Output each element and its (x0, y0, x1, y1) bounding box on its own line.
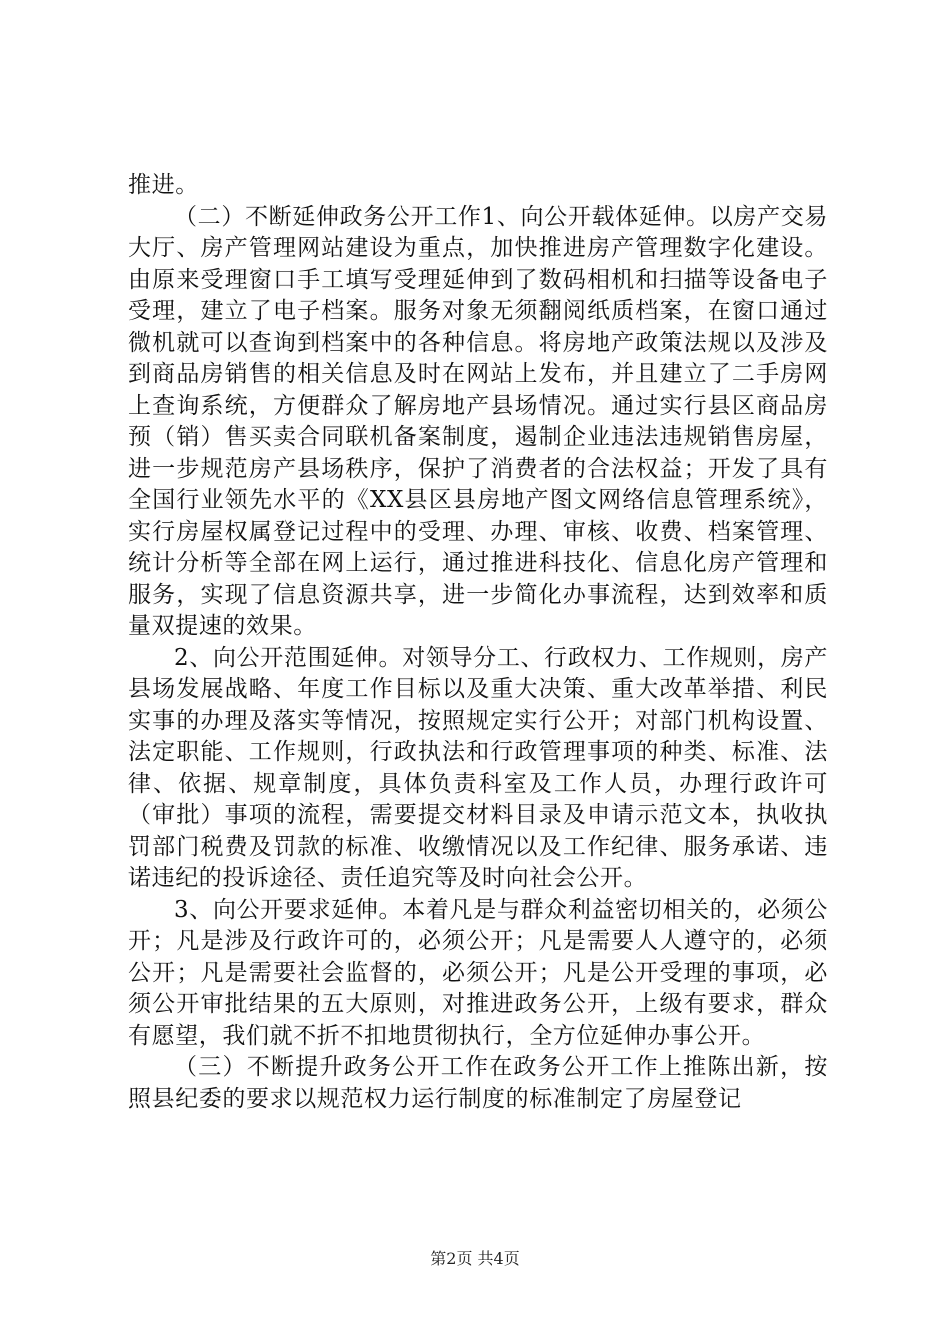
paragraph-section-three: （三）不断提升政务公开工作在政务公开工作上推陈出新，按照县纪委的要求以规范权力运行制度的标准制定了房屋登记 (128, 1054, 828, 1112)
page-number-label: 第2页 共4页 (430, 1249, 520, 1268)
page-footer (0, 1246, 950, 1269)
paragraph-section-two: （二）不断延伸政务公开工作1、向公开载体延伸。以房产交易大厅、房产管理网站建设为重点，加快推进房产管理数字化建设。由原来受理窗口手工填写受理延伸到了数码相机和扫描等设备电子受理，建立了电子档案。服务对象无须翻阅纸质档案，在窗口通过微机就可以查询到档案中的各种信息。将房地产政策法规以及涉及到商品房销售的相关信息及时在网站上发布，并且建立了二手房网上查询系统，方便群众了解房地产县场情况。通过实行县区商品房预（销）售买卖合同联机备案制度，遏制企业违法违规销售房屋，进一步规范房产县场秩序，保护了消费者的合法权益；开发了具有全国行业领先水平的《XX县区县房地产图文网络信息管理系统》，实行房屋权属登记过程中的受理、办理、审核、收费、档案管理、统计分析等全部在网上运行，通过推进科技化、信息化房产管理和服务，实现了信息资源共享，进一步简化办事流程，达到效率和质量双提速的效果。 (128, 203, 828, 639)
paragraph-item-two: 2、向公开范围延伸。对领导分工、行政权力、工作规则，房产县场发展战略、年度工作目标以及重大决策、重大改革举措、利民实事的办理及落实等情况，按照规定实行公开；对部门机构设置、法定职能、工作规则，行政执法和行政管理事项的种类、标准、法律、依据、规章制度，具体负责科室及工作人员，办理行政许可（审批）事项的流程，需要提交材料目录及申请示范文本，执收执罚部门税费及罚款的标准、收缴情况以及工作纪律、服务承诺、违诺违纪的投诉途径、责任追究等及时向社会公开。 (128, 644, 828, 891)
paragraph-continuation: 推进。 (128, 172, 199, 198)
document-body (128, 170, 828, 1115)
paragraph-item-three: 3、向公开要求延伸。本着凡是与群众利益密切相关的，必须公开；凡是涉及行政许可的，必须公开；凡是需要人人遵守的，必须公开；凡是需要社会监督的，必须公开；凡是公开受理的事项，必须公开审批结果的五大原则，对推进政务公开，上级有要求，群众有愿望，我们就不折不扣地贯彻执行，全方位延伸办事公开。 (128, 896, 828, 1049)
